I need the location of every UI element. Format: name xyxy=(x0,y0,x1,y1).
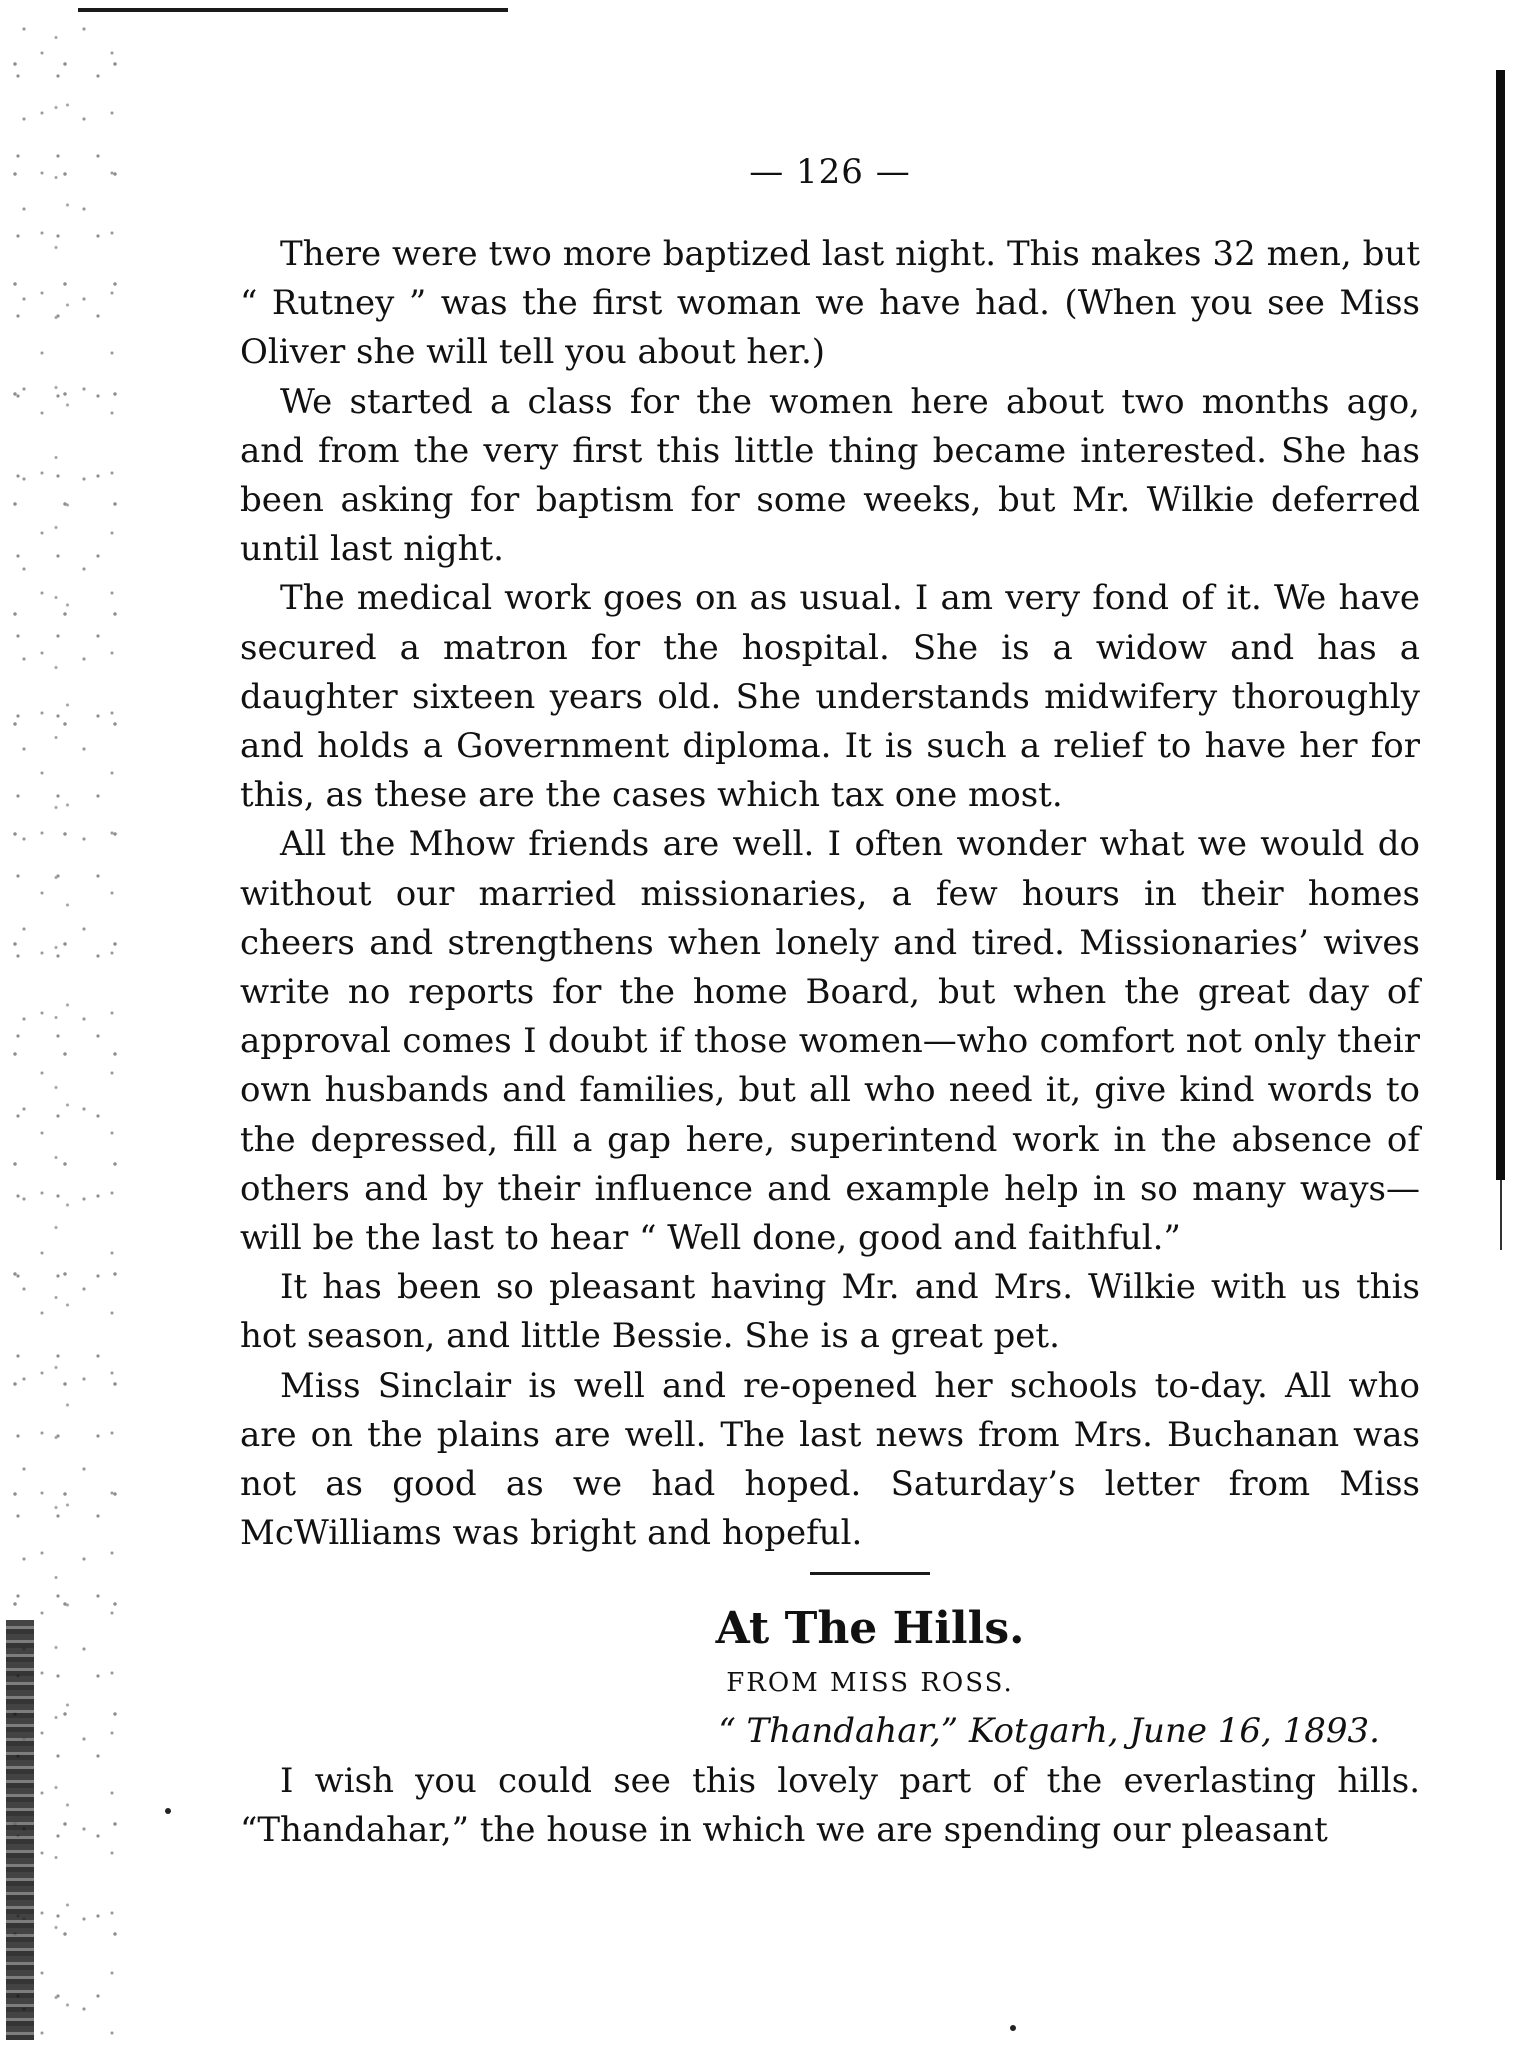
paragraph: Miss Sinclair is well and re-opened her schools to-day. All who are on the plains are well. The last news from Mrs. Buchanan was not as good as we had hoped. Saturday’s letter from Miss McWilliams was bright and hopeful. xyxy=(240,1365,1420,1554)
scan-binding-edge xyxy=(6,1620,34,2040)
stray-ink-dot xyxy=(1010,2025,1016,2031)
section-byline: FROM MISS ROSS. xyxy=(726,1668,1014,1699)
paragraph: We started a class for the women here about two months ago, and from the very first this little thing became interested. She has been asking for baptism for some weeks, but Mr. Wilkie deferred until last night. xyxy=(240,381,1420,570)
page-number: — 126 — xyxy=(749,152,911,192)
scan-right-edge-line xyxy=(1500,1180,1502,1250)
section-separator xyxy=(810,1572,930,1575)
paragraph: All the Mhow friends are well. I often wonder what we would do without our married missionaries, a few hours in their homes cheers and strengthens when lonely and tired. Missionaries’ wives write no reports for the home Board, but when the great day of approval comes I doubt if those women—who comfort not only their own husbands and families, but all who need it, give kind words to the depressed, fill a gap here, superintend work in the absence of others and by their influence and example help in so many ways—will be the last to hear “ Well done, good and faithful.” xyxy=(240,824,1420,1259)
dateline-date: June 16, 1893. xyxy=(1129,1711,1380,1752)
scan-right-edge-bar xyxy=(1496,70,1505,1180)
dateline-place: “ Thandahar,” Kotgarh, xyxy=(718,1711,1119,1752)
section-dateline xyxy=(240,1707,1420,1756)
paragraph: It has been so pleasant having Mr. and Mrs. Wilkie with us this hot season, and little Bessie. She is a great pet. xyxy=(240,1267,1420,1357)
body-text xyxy=(240,230,1420,1855)
section-title: At The Hills. xyxy=(715,1603,1025,1655)
paragraph: The medical work goes on as usual. I am very fond of it. We have secured a matron for the hospital. She is a widow and has a daughter sixteen years old. She understands midwifery thoroughly and holds a Government diploma. It is such a relief to have her for this, as these are the cases which tax one most. xyxy=(240,578,1420,816)
top-rule xyxy=(78,8,508,12)
paragraph: I wish you could see this lovely part of the everlasting hills. “Thandahar,” the house in which we are spending our pleasant xyxy=(240,1760,1420,1850)
stray-ink-dot xyxy=(165,1808,171,1814)
paragraph: There were two more baptized last night. This makes 32 men, but “ Rutney ” was the first woman we have had. (When you see Miss Oliver she will tell you about her.) xyxy=(240,234,1420,373)
